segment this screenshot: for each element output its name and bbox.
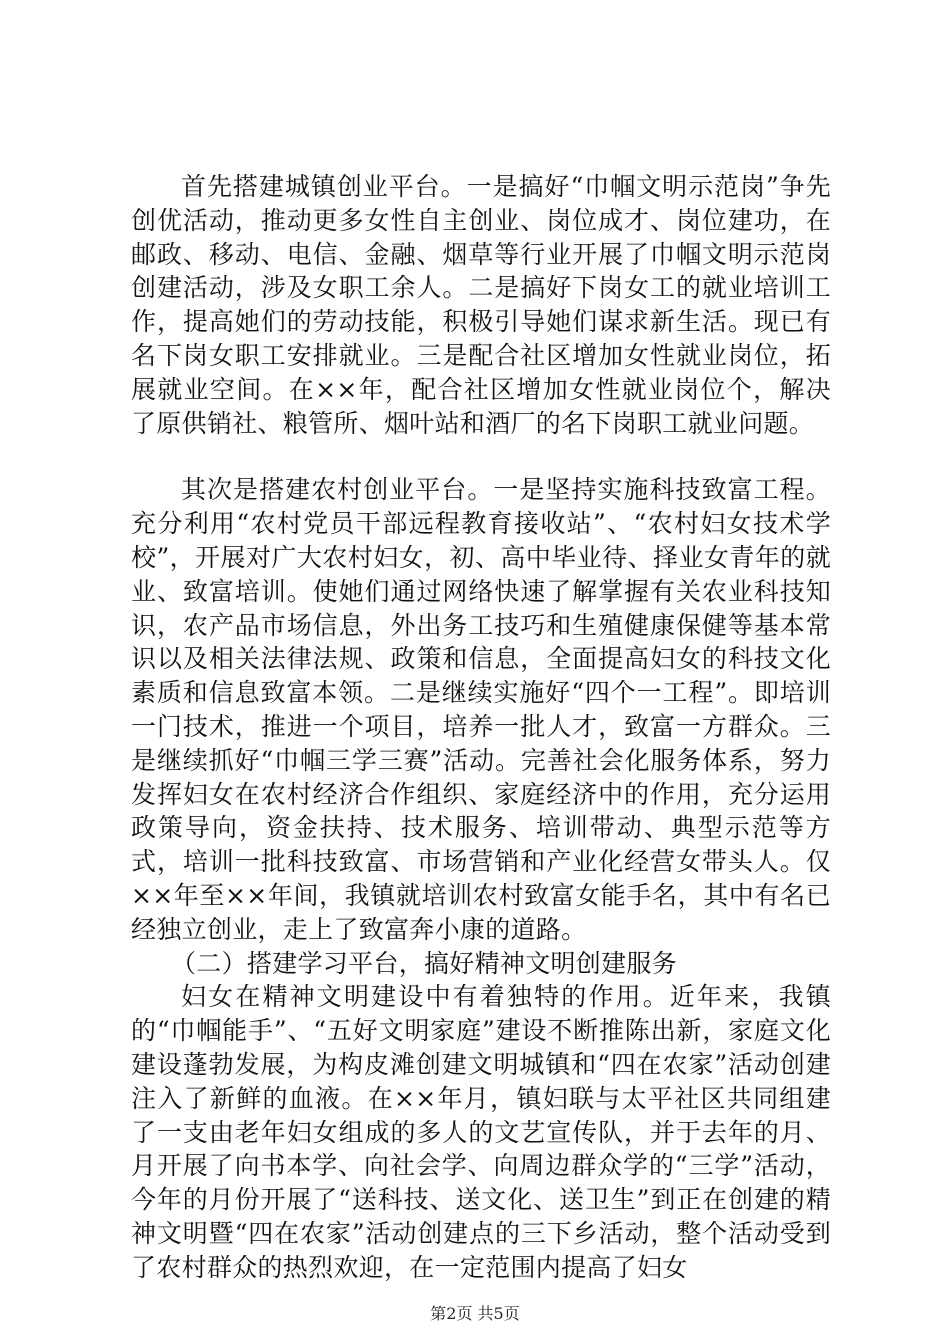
paragraph-spiritual-civilization: 妇女在精神文明建设中有着独特的作用。近年来，我镇的“巾帼能手”、“五好文明家庭”建设不断推陈出新，家庭文化建设蓬勃发展，为构皮滩创建文明城镇和“四在农家”活动创建注入了新鲜的血液。在××年月，镇妇联与太平社区共同组建了一支由老年妇女组成的多人的文艺宣传队，并于去年的月、月开展了向书本学、向社会学、向周边群众学的“三学”活动，今年的月份开展了“送科技、送文化、送卫生”到正在创建的精神文明暨“四在农家”活动创建点的三下乡活动，整个活动受到了农村群众的热烈欢迎，在一定范围内提高了妇女 bbox=[131, 982, 831, 1282]
paragraph-rural-entrepreneurship: 其次是搭建农村创业平台。一是坚持实施科技致富工程。充分利用“农村党员干部远程教育接收站”、“农村妇女技术学校”，开展对广大农村妇女，初、高中毕业待、择业女青年的就业、致富培训。使她们通过网络快速了解掌握有关农业科技知识，农产品市场信息，外出务工技巧和生殖健康保健等基本常识以及相关法律法规、政策和信息，全面提高妇女的科技文化素质和信息致富本领。二是继续实施好“四个一工程”。即培训一门技术，推进一个项目，培养一批人才，致富一方群众。三是继续抓好“巾帼三学三赛”活动。完善社会化服务体系，努力发挥妇女在农村经济合作组织、家庭经济中的作用，充分运用政策导向，资金扶持、技术服务、培训带动、典型示范等方式，培训一批科技致富、市场营销和产业化经营女带头人。仅××年至××年间，我镇就培训农村致富女能手名，其中有名已经独立创业，走上了致富奔小康的道路。 bbox=[131, 475, 831, 944]
paragraph-gap bbox=[131, 440, 831, 473]
document-body bbox=[131, 170, 831, 1285]
page-footer: 第2页 共5页 bbox=[430, 1304, 520, 1323]
section-heading-learning-platform: （二）搭建学习平台，搞好精神文明创建服务 bbox=[171, 948, 678, 978]
paragraph-urban-entrepreneurship: 首先搭建城镇创业平台。一是搞好“巾帼文明示范岗”争先创优活动，推动更多女性自主创业、岗位成才、岗位建功，在邮政、移动、电信、金融、烟草等行业开展了巾帼文明示范岗创建活动，涉及女职工余人。二是搞好下岗女工的就业培训工作，提高她们的劳动技能，积极引导她们谋求新生活。现已有名下岗女职工安排就业。三是配合社区增加女性就业岗位，拓展就业空间。在××年，配合社区增加女性就业岗位个，解决了原供销社、粮管所、烟叶站和酒厂的名下岗职工就业问题。 bbox=[131, 172, 831, 438]
